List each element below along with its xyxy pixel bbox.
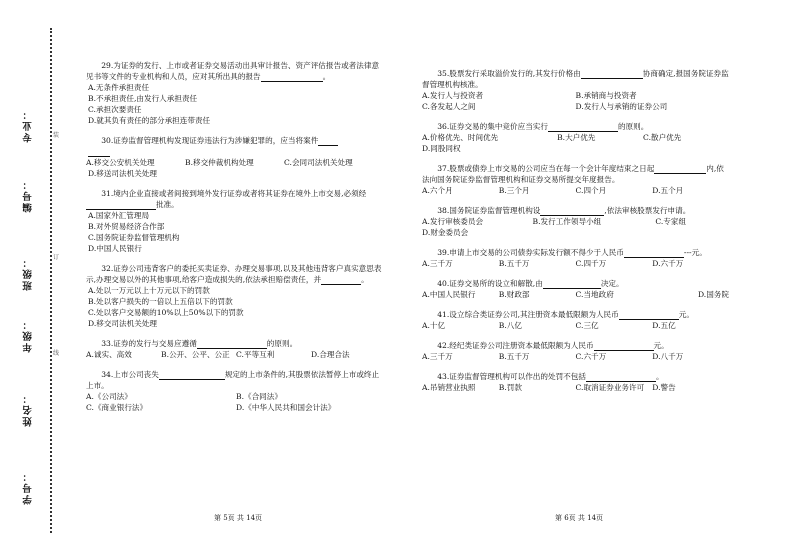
option: D.移送司法机关处理	[88, 169, 157, 178]
label-name: 姓名：	[23, 392, 34, 427]
option: C.取消证券业务许可	[575, 383, 645, 392]
question-30: 30.证券监督管理机构发现证券违法行为涉嫌犯罪的，应当将案件 A.移交公安机关处理 B.移交仲裁机构处理 C.会同司法机关处理 D.移送司法机关处理	[86, 135, 386, 179]
option: D.六千万	[652, 259, 684, 268]
option: B.公开、公平、公正	[161, 350, 230, 359]
answer-blank[interactable]	[197, 340, 267, 349]
label-class: 班级：	[23, 256, 34, 291]
answer-blank[interactable]	[321, 276, 361, 285]
option: A.发行审核委员会	[422, 217, 484, 226]
option: D.五个月	[652, 186, 684, 195]
page-footer-left: 第 5页 共 14页	[214, 514, 263, 522]
answer-blank[interactable]	[548, 123, 618, 132]
option: B.处以客户损失的一倍以上五倍以下的罚款	[88, 297, 233, 306]
option: B.罚款	[498, 383, 522, 392]
option: C.三亿	[575, 321, 599, 330]
question-41: 41.设立综合类证券公司,其注册资本最低限额为人民币 元。 A.十亿 B.八亿 C.三亿 D.五亿	[422, 309, 729, 331]
option: A.无条件承担责任	[88, 83, 150, 92]
option: C.当地政府	[575, 290, 614, 299]
option: C.各发起人之间	[422, 102, 476, 111]
answer-blank[interactable]	[261, 73, 323, 82]
option: A.价格优先、时间优先	[422, 133, 499, 142]
question-36: 36.证券交易的集中竞价应当实行 的原则。 A.价格优先、时间优先 B.大户优先 C.散户优先 D.同股同权	[422, 121, 729, 154]
option: D.合理合法	[311, 350, 350, 359]
answer-blank[interactable]	[581, 70, 643, 79]
option: D.发行人与承销的证券公司	[575, 102, 668, 111]
answer-blank[interactable]	[624, 249, 684, 258]
answer-blank[interactable]	[540, 207, 604, 216]
option: A.十亿	[422, 321, 446, 330]
label-grade: 年级：	[23, 318, 34, 353]
option: C.承担次要责任	[88, 105, 142, 114]
question-34: 34.上市公司丧失 规定的上市条件的,其股票依法暂停上市或终止上市。 A.《公司法》 B.《合同法》 C.《商业银行法》 D.《中华人民共和国会计法》	[86, 369, 386, 413]
option: C.《商业银行法》	[86, 403, 148, 412]
option: A.移交公安机关处理	[86, 158, 155, 167]
answer-blank[interactable]	[586, 373, 656, 382]
question-39: 39.申请上市交易的公司债券实际发行额不得少于人民币 ---元。 A.三千万 B.五千万 C.四千万 D.六千万	[422, 247, 729, 269]
option: B.三个月	[498, 186, 530, 195]
option: C.处以客户交易额的10%以上50%以下的罚款	[88, 308, 244, 317]
option: D.同股同权	[422, 144, 461, 153]
option: A.国家外汇管理局	[88, 211, 150, 220]
question-35: 35.股票发行采取溢价发行的,其发行价格由 协商确定,报国务院证券监督管理机构核准。 A.发行人与投资者 B.承销商与投资者 C.各发起人之间 D.发行人与承销的证券公司	[422, 69, 729, 111]
question-38: 38.国务院证券监督管理机构设 ,依法审核股票发行申请。 A.发行审核委员会 B.发行工作领导小组 C.专家组 D.财金委员会	[422, 205, 729, 238]
answer-blank[interactable]	[159, 371, 225, 380]
label-number: 编号：	[23, 178, 34, 213]
answer-blank[interactable]	[594, 342, 654, 351]
option: B.大户优先	[557, 133, 596, 142]
question-31: 31.境内企业直接或者间接到境外发行证券或者将其证券在境外上市交易,必须经批准。 A.国家外汇管理局 B.对外贸易经济合作部 C.国务院证券监督管理机构 D.中国人民银行	[86, 188, 386, 254]
option: A.《公司法》	[86, 392, 132, 401]
label-student-id: 学号：	[23, 470, 34, 505]
option: D.《中华人民共和国会计法》	[236, 403, 336, 412]
answer-blank[interactable]	[543, 280, 601, 289]
option: D.警告	[652, 383, 676, 392]
option: C.散户优先	[643, 133, 682, 142]
option: B.发行工作领导小组	[532, 217, 602, 226]
option: A.吊销营业执照	[422, 383, 476, 392]
answer-blank[interactable]	[88, 148, 110, 157]
option: A.中国人民银行	[422, 290, 476, 299]
option: C.专家组	[655, 217, 687, 226]
mark-ding: 订	[53, 254, 60, 261]
option: A.处以一万元以上十万元以下的罚款	[88, 286, 210, 295]
answer-blank[interactable]	[318, 137, 338, 146]
option: C.四千万	[575, 259, 607, 268]
mark-zhuang: 装	[53, 132, 60, 139]
question-33: 33.证券的发行与交易应遵循 的原则。 A.诚实、高效 B.公开、公平、公正 C.平等互利 D.合理合法	[86, 338, 386, 360]
option: B.八亿	[498, 321, 522, 330]
binding-dotted-line	[50, 28, 52, 533]
option: D.财金委员会	[422, 228, 469, 237]
answer-blank[interactable]	[86, 201, 156, 210]
option: D.移交司法机关处理	[88, 319, 157, 328]
option: B.五千万	[498, 259, 530, 268]
option: C.国务院证券监督管理机构	[88, 233, 180, 242]
option: C.会同司法机关处理	[284, 158, 353, 167]
option: B.五千万	[498, 352, 530, 361]
right-page	[422, 68, 729, 402]
option: B.移交仲裁机构处理	[185, 158, 254, 167]
question-42: 42.经纪类证券公司注册资本最低限额为人民币 元。 A.三千万 B.五千万 C.六千万 D.八千万	[422, 340, 729, 362]
question-29: 29.为证券的发行、上市或者证券交易活动出具审计报告、资产评估报告或者法律意见书等文件的专业机构和人员，应对其所出具的报告 。 A.无条件承担责任 B.不承担责任,由发行人承担责任 C.承担次要责任 D.就其负有责任的部分承担连带责任	[86, 60, 386, 126]
question-37: 37.股票或债券上市交易的公司应当在每一个会计年度结束之日起 内,依法向国务院证券监督管理机构和证券交易所提交年度报告。 A.六个月 B.三个月 C.四个月 D.五个月	[422, 163, 729, 196]
label-major: 专业：	[23, 108, 34, 143]
mark-xian: 线	[53, 350, 60, 357]
option: A.发行人与投资者	[422, 91, 484, 100]
question-40: 40.证券交易所的设立和解散,由 决定。 A.中国人民银行 B.财政部 C.当地政府 D.国务院	[422, 279, 729, 299]
option: A.三千万	[422, 259, 453, 268]
option: B.不承担责任,由发行人承担责任	[88, 94, 198, 103]
binding-strip	[0, 0, 62, 560]
option: C.平等互利	[236, 350, 275, 359]
option: D.八千万	[652, 352, 684, 361]
left-page	[86, 60, 386, 422]
option: A.诚实、高效	[86, 350, 132, 359]
option: A.六个月	[422, 186, 453, 195]
page-footer-right: 第 6页 共 14页	[555, 514, 604, 522]
answer-blank[interactable]	[654, 165, 706, 174]
option: B.对外贸易经济合作部	[88, 222, 165, 231]
question-43: 43.证券监督管理机构可以作出的处罚不包括 。 A.吊销营业执照 B.罚款 C.取消证券业务许可 D.警告	[422, 371, 729, 393]
option: B.财政部	[498, 290, 530, 299]
option: C.六千万	[575, 352, 607, 361]
option: D.五亿	[652, 321, 676, 330]
option: B.承销商与投资者	[575, 91, 637, 100]
option: D.国务院	[697, 290, 729, 299]
option: D.中国人民银行	[88, 244, 142, 253]
option: A.三千万	[422, 352, 453, 361]
option: D.就其负有责任的部分承担连带责任	[88, 116, 211, 125]
option: C.四个月	[575, 186, 607, 195]
answer-blank[interactable]	[619, 311, 679, 320]
option: B.《合同法》	[236, 392, 282, 401]
question-32: 32.证券公司违背客户的委托买卖证券、办理交易事项,以及其他违背客户真实意思表示,办理交易以外的其他事项,给客户造成损失的,依法承担赔偿责任，并 。 A.处以一万元以上十万元以下的罚款 B.处以客户损失的一倍以上五倍以下的罚款 C.处以客户交易额的10%以上50%以下的罚款 D.移交司法机关处理	[86, 263, 386, 329]
